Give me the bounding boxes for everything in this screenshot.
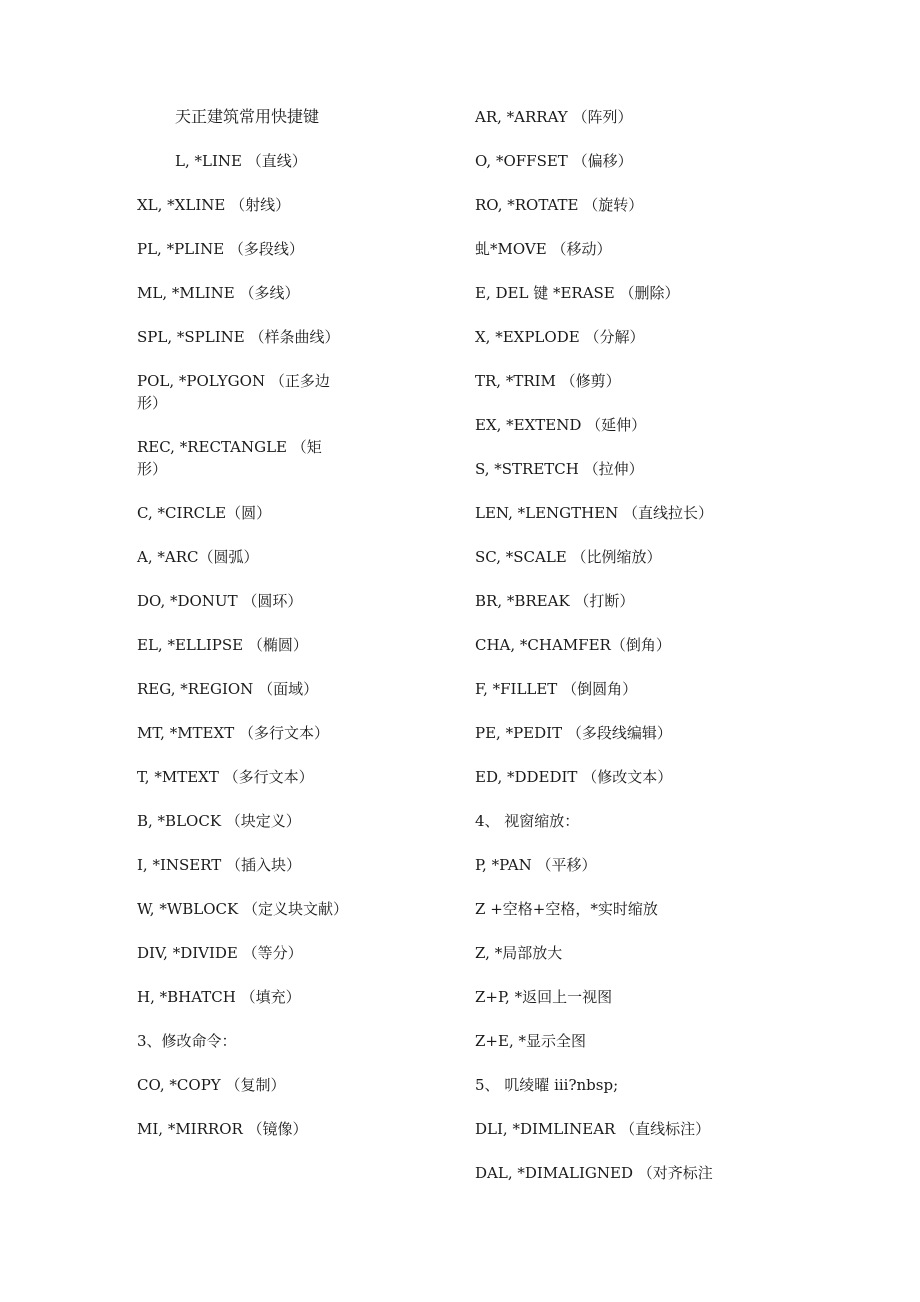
- text-line: PL, *PLINE （多段线）: [137, 240, 304, 258]
- text-line: BR, *BREAK （打断）: [475, 592, 635, 610]
- text-line: B, *BLOCK （块定义）: [137, 812, 301, 830]
- text-line: LEN, *LENGTHEN （直线拉长）: [475, 504, 714, 522]
- text-line: I, *INSERT （插入块）: [137, 856, 302, 874]
- text-line: C, *CIRCLE（圆）: [137, 504, 272, 522]
- text-line: EL, *ELLIPSE （椭圆）: [137, 636, 308, 654]
- text-line: ED, *DDEDIT （修改文本）: [475, 768, 673, 786]
- text-line: TR, *TRIM （修剪）: [475, 372, 621, 390]
- text-line: REG, *REGION （面域）: [137, 680, 319, 698]
- text-line: W, *WBLOCK （定义块文献）: [137, 900, 348, 918]
- text-line: P, *PAN （平移）: [475, 856, 597, 874]
- section-heading: 3、修改命令：: [137, 1032, 237, 1050]
- text-line: XL, *XLINE （射线）: [137, 196, 291, 214]
- text-line: RO, *ROTATE （旋转）: [475, 196, 644, 214]
- text-line: L, *LINE （直线）: [175, 152, 307, 170]
- text-line: E, DEL 键 *ERASE （删除）: [475, 284, 680, 302]
- text-line: A, *ARC（圆弧）: [137, 548, 259, 566]
- text-line: DIV, *DIVIDE （等分）: [137, 944, 303, 962]
- text-line: MT, *MTEXT （多行文本）: [137, 724, 329, 742]
- text-line: Z, *局部放大: [475, 944, 563, 962]
- text-line: DLI, *DIMLINEAR （直线标注）: [475, 1120, 711, 1138]
- text-line: 虬*MOVE （移动）: [475, 240, 612, 258]
- text-line: REC, *RECTANGLE （矩形）: [137, 438, 322, 478]
- text-line: F, *FILLET （倒圆角）: [475, 680, 638, 698]
- left-column: [137, 106, 348, 1162]
- text-line: S, *STRETCH （拉伸）: [475, 460, 644, 478]
- text-line: POL, *POLYGON （正多边形）: [137, 372, 330, 412]
- text-line: PE, *PEDIT （多段线编辑）: [475, 724, 672, 742]
- text-line: Z+P, *返回上一视图: [475, 988, 613, 1006]
- text-line: DO, *DONUT （圆环）: [137, 592, 303, 610]
- text-line: Z +空格+空格，*实时缩放: [475, 900, 658, 918]
- text-line: X, *EXPLODE （分解）: [475, 328, 645, 346]
- text-line: EX, *EXTEND （延伸）: [475, 416, 647, 434]
- text-line: CO, *COPY （复制）: [137, 1076, 286, 1094]
- text-line: CHA, *CHAMFER（倒角）: [475, 636, 671, 654]
- text-line: H, *BHATCH （填充）: [137, 988, 301, 1006]
- page-title: 天正建筑常用快捷键: [175, 107, 320, 126]
- section-heading: 4、 视窗缩放：: [475, 812, 580, 830]
- right-column: [475, 106, 715, 1206]
- text-line: O, *OFFSET （偏移）: [475, 152, 633, 170]
- text-line: ML, *MLINE （多线）: [137, 284, 300, 302]
- text-line: SC, *SCALE （比例缩放）: [475, 548, 662, 566]
- text-line: Z+E, *显示全图: [475, 1032, 586, 1050]
- text-line: SPL, *SPLINE （样条曲线）: [137, 328, 340, 346]
- text-line: AR, *ARRAY （阵列）: [475, 108, 633, 126]
- text-line: DAL, *DIMALIGNED （对齐标注: [475, 1164, 713, 1182]
- text-line: MI, *MIRROR （镜像）: [137, 1120, 308, 1138]
- section-heading: 5、 叽绫曜 iii?nbsp;: [475, 1076, 619, 1094]
- text-line: T, *MTEXT （多行文本）: [137, 768, 314, 786]
